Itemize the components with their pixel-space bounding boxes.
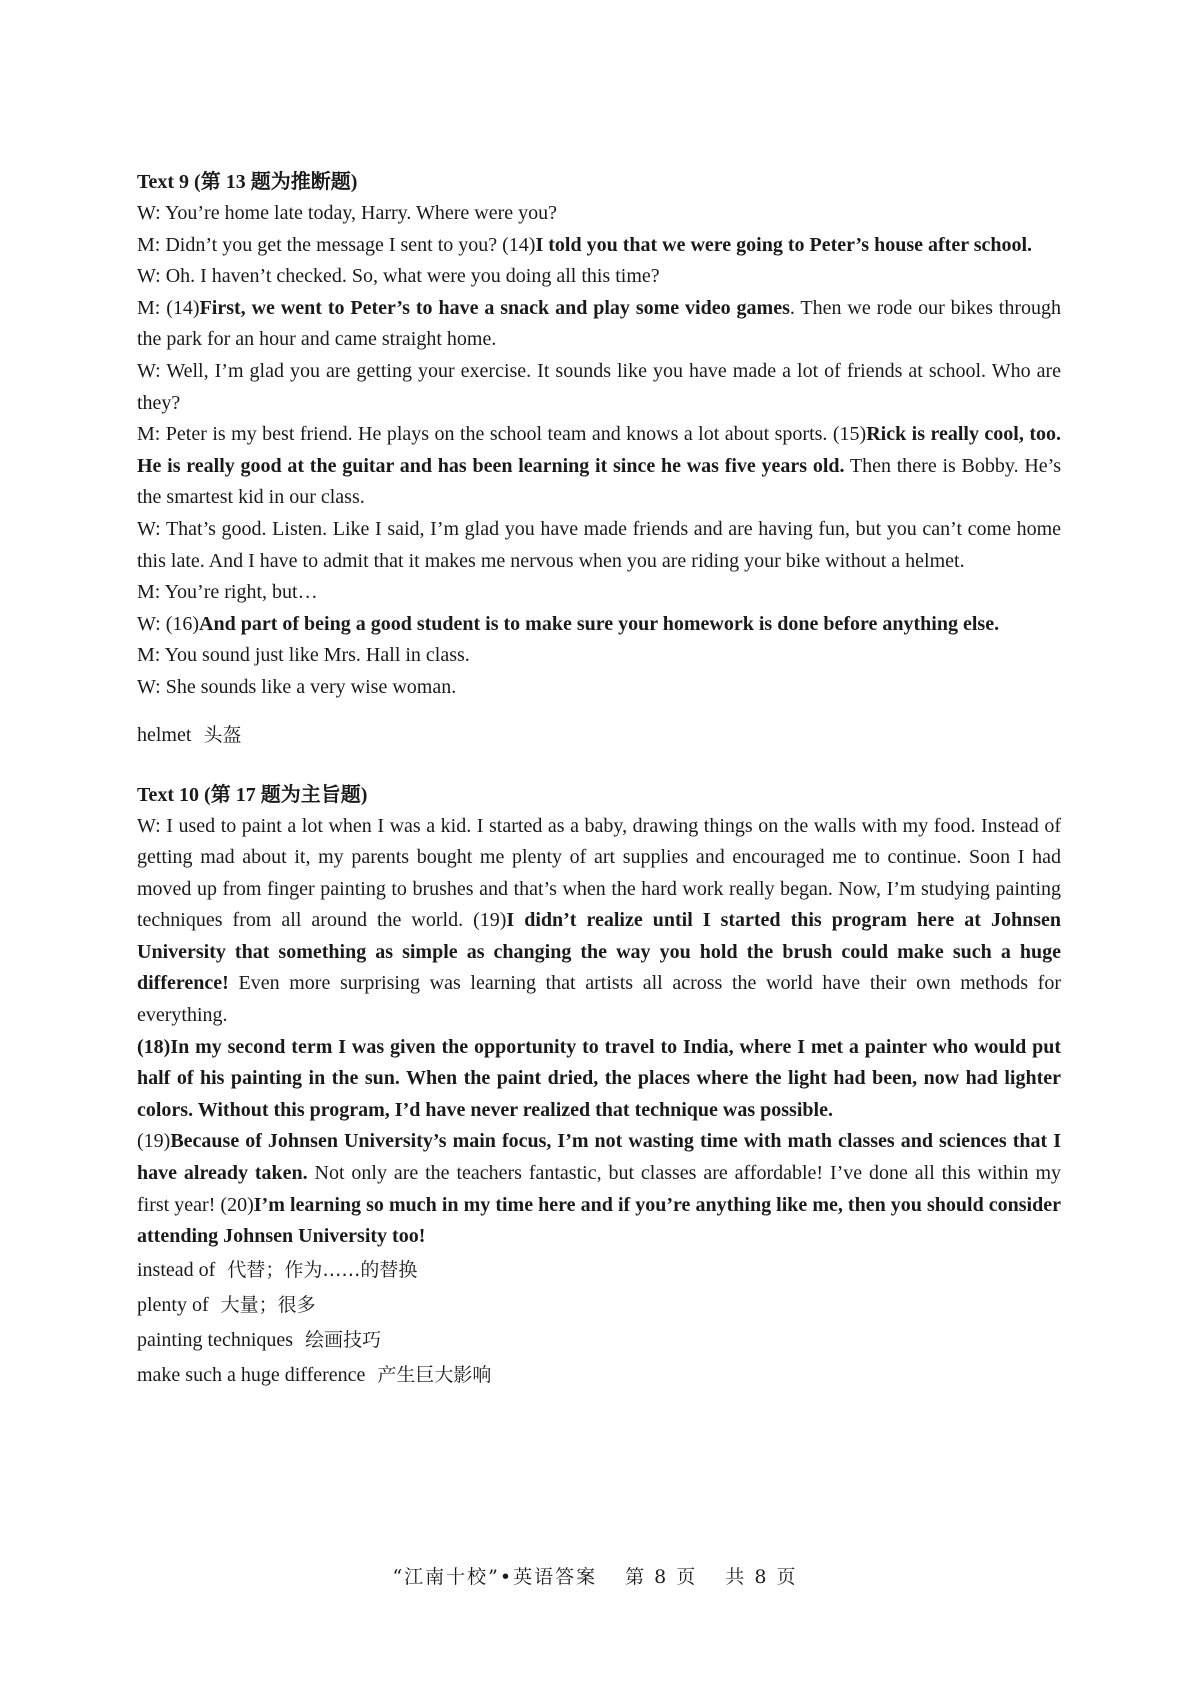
footer-source: “江南十校”•英语答案 xyxy=(392,1566,598,1588)
vocab-term: make such a huge difference xyxy=(137,1363,366,1386)
vocab-term: instead of xyxy=(137,1258,216,1281)
dialogue-line xyxy=(137,293,1061,356)
answer-highlight: Rick is really cool, too. He is really good at the guitar and has been learning it since he was five years old. xyxy=(137,423,1061,477)
answer-highlight: Because of Johnsen University’s main focus, I’m not wasting time with math classes and sciences that I have already taken. xyxy=(137,1130,1061,1185)
vocab-translation: 代替；作为……的替换 xyxy=(227,1258,418,1281)
vocab-item xyxy=(137,1288,1061,1323)
vocab-term: plenty of xyxy=(137,1293,209,1316)
line-text: Then there is Bobby. He’s the smartest kid in our class. xyxy=(137,454,1061,509)
dialogue-line xyxy=(137,1032,1061,1127)
dialogue-line xyxy=(137,640,1061,672)
line-text: W: I used to paint a lot when I was a kid. I started as a baby, drawing things on the walls with my food. Instead of getting mad about it, my parents bought me plenty of art supplies and encouraged me to continue. Soon I had moved up from finger painting to brushes and that’s when the hard work really began. Now, I’m studying painting techniques from all around the world. (19) xyxy=(137,814,1061,932)
answer-highlight: And part of being a good student is to make sure your homework is done before anything else. xyxy=(199,612,1000,635)
dialogue-line xyxy=(137,609,1061,641)
vocab-term: helmet xyxy=(137,723,192,746)
vocab-item xyxy=(137,718,1061,753)
vocab-item xyxy=(137,1253,1061,1288)
vocab-item xyxy=(137,1358,1061,1393)
line-text: W: Oh. I haven’t checked. So, what were you doing all this time? xyxy=(137,265,660,288)
line-text: M: Didn’t you get the message I sent to you? (14) xyxy=(137,233,536,256)
line-text: W: Well, I’m glad you are getting your exercise. It sounds like you have made a lot of friends at school. Who are they? xyxy=(137,359,1061,414)
text9-section xyxy=(137,166,1061,753)
dialogue-line xyxy=(137,261,1061,293)
line-text: M: (14) xyxy=(137,296,200,319)
dialogue-line xyxy=(137,198,1061,230)
dialogue-line xyxy=(137,230,1061,262)
text10-section xyxy=(137,779,1061,1393)
vocab-term: painting techniques xyxy=(137,1328,294,1351)
line-text: Even more surprising was learning that artists all across the world have their own methods for everything. xyxy=(137,972,1061,1027)
page-footer xyxy=(0,1562,1190,1589)
dialogue-line xyxy=(137,419,1061,514)
answer-highlight: I didn’t realize until I started this program here at Johnsen University that something as simple as changing the way you hold the brush could make such a huge difference! xyxy=(137,909,1061,995)
vocab-translation: 绘画技巧 xyxy=(305,1328,382,1351)
line-text: M: You’re right, but… xyxy=(137,581,318,604)
text9-dialogue xyxy=(137,198,1061,704)
dialogue-line xyxy=(137,514,1061,577)
line-text: (19) xyxy=(137,1130,171,1153)
dialogue-line xyxy=(137,811,1061,1032)
line-text: W: (16) xyxy=(137,612,200,635)
line-text: W: She sounds like a very wise woman. xyxy=(137,675,457,698)
dialogue-line xyxy=(137,672,1061,704)
text10-vocabulary xyxy=(137,1253,1061,1393)
answer-highlight: I’m learning so much in my time here and if you’re anything like me, then you should consider attending Johnsen University too! xyxy=(137,1193,1061,1248)
dialogue-line xyxy=(137,356,1061,419)
footer-page-number: 第 8 页 xyxy=(625,1566,698,1588)
vocab-translation: 头盔 xyxy=(203,723,242,746)
answer-highlight: (18)In my second term I was given the opportunity to travel to India, where I met a painter who would put half of his painting in the sun. When the paint dried, the places where the light had been, now had lighter colors. Without this program, I’d have never realized that technique was possible. xyxy=(137,1035,1061,1121)
footer-total-pages: 共 8 页 xyxy=(725,1566,798,1588)
answer-highlight: First, we went to Peter’s to have a snack and play some video games xyxy=(199,296,790,319)
vocab-translation: 产生巨大影响 xyxy=(377,1363,492,1386)
line-text: M: Peter is my best friend. He plays on the school team and knows a lot about sports. (15) xyxy=(137,423,867,446)
line-text: Not only are the teachers fantastic, but classes are affordable! I’ve done all this within my first year! (20) xyxy=(137,1162,1061,1216)
line-text: M: You sound just like Mrs. Hall in class. xyxy=(137,644,470,667)
vocab-translation: 大量；很多 xyxy=(220,1293,316,1316)
answer-highlight: I told you that we were going to Peter’s house after school. xyxy=(535,233,1033,256)
text9-vocabulary xyxy=(137,718,1061,753)
line-text: W: You’re home late today, Harry. Where were you? xyxy=(137,202,558,224)
vocab-item xyxy=(137,1323,1061,1358)
text10-passage xyxy=(137,811,1061,1253)
dialogue-line xyxy=(137,1126,1061,1252)
dialogue-line xyxy=(137,577,1061,609)
line-text: W: That’s good. Listen. Like I said, I’m glad you have made friends and are having fun, but you can’t come home this late. And I have to admit that it makes me nervous when you are riding your bike without a helmet. xyxy=(137,517,1061,572)
text9-title: Text 9 (第 13 题为推断题) xyxy=(137,171,358,193)
text10-title: Text 10 (第 17 题为主旨题) xyxy=(137,783,368,806)
page-content xyxy=(137,166,1061,1393)
line-text: . Then we rode our bikes through the park for an hour and came straight home. xyxy=(137,296,1062,351)
